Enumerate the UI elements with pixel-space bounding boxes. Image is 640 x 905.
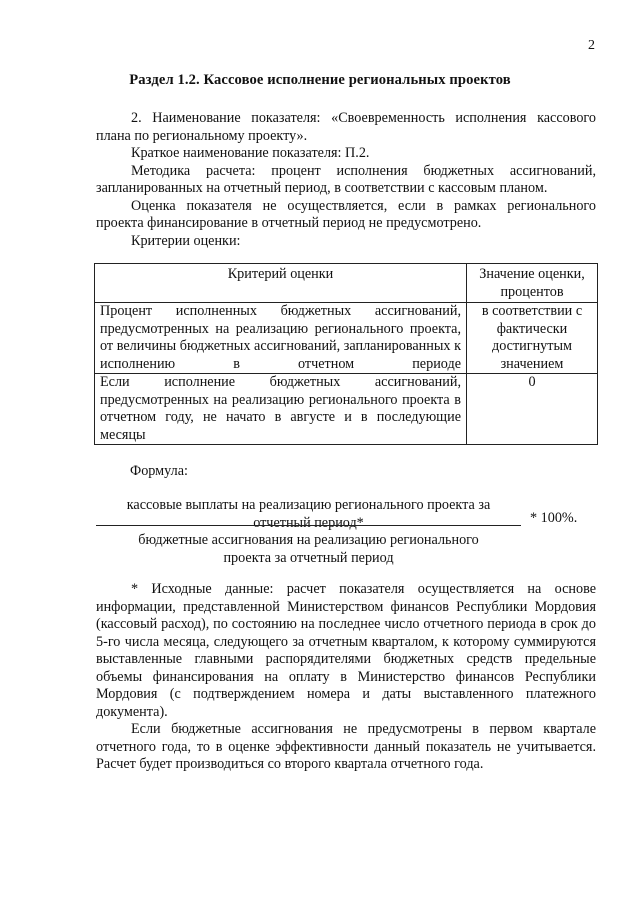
criteria-header-row bbox=[95, 264, 598, 303]
value-header: Значение оценки, процентов bbox=[467, 264, 598, 303]
calculation-method: Методика расчета: процент исполнения бюджетных ассигнований, запланированных на отчетный период, в соответствии с кассовым планом. bbox=[96, 162, 596, 196]
criterion-cell: Если исполнение бюджетных ассигнований, предусмотренных на реализацию регионального проекта в отчетном году, не начато в августе и в последующие месяцы bbox=[95, 374, 467, 445]
formula-denominator bbox=[96, 532, 521, 567]
numerator-line-2: отчетный период* bbox=[253, 514, 364, 531]
criteria-table bbox=[94, 263, 598, 445]
first-quarter-note: Если бюджетные ассигнования не предусмотрены в первом квартале отчетного года, то в оценке эффективности данный показатель не учитывается. Расчет будет производиться со второго квартала отчетного года. bbox=[96, 721, 596, 772]
indicator-short-name: Краткое наименование показателя: П.2. bbox=[131, 145, 370, 161]
formula-label: Формула: bbox=[130, 463, 188, 479]
indicator-name: 2. Наименование показателя: «Своевременность исполнения кассового плана по региональному проекту». bbox=[96, 110, 596, 144]
denominator-line-1: бюджетные ассигнования на реализацию регионального bbox=[138, 532, 479, 548]
formula-multiplier: * 100%. bbox=[530, 510, 578, 526]
table-row bbox=[95, 303, 598, 374]
criterion-header: Критерий оценки bbox=[95, 264, 467, 303]
table-row bbox=[95, 374, 598, 445]
value-cell: 0 bbox=[467, 374, 598, 445]
source-data-note: * Исходные данные: расчет показателя осуществляется на основе информации, представленной Министерством финансов Республики Мордовия (кассовый расход), по состоянию на последнее число отчетного периода в срок до 5-го числа месяца, следующего за отчетным кварталом, к которому суммируются выставленные главными распорядителями бюджетных средств предельные объемы финансирования на оплату в Министерство финансов Республики Мордовия (с подтверждением номера и даты выставленного платежного документа). bbox=[96, 581, 596, 720]
indicator-block bbox=[96, 110, 596, 250]
denominator-line-2: проекта за отчетный период bbox=[223, 549, 394, 566]
formula-numerator bbox=[96, 497, 521, 532]
numerator-line-1: кассовые выплаты на реализацию регионального проекта за bbox=[126, 497, 491, 513]
criterion-cell: Процент исполненных бюджетных ассигнований, предусмотренных на реализацию регионального проекта, от величины бюджетных ассигнований, запланированных к исполнению в отчетном периоде bbox=[95, 303, 467, 374]
section-title: Раздел 1.2. Кассовое исполнение региональных проектов bbox=[129, 72, 511, 88]
value-cell: в соответствии с фактически достигнутым значением bbox=[467, 303, 598, 374]
fraction-rule bbox=[96, 525, 521, 526]
notes-block bbox=[96, 581, 596, 774]
not-assessed-condition: Оценка показателя не осуществляется, если в рамках регионального проекта финансирование в отчетный период не предусмотрено. bbox=[96, 197, 596, 231]
page-number: 2 bbox=[588, 38, 595, 53]
criteria-label: Критерии оценки: bbox=[131, 232, 241, 249]
